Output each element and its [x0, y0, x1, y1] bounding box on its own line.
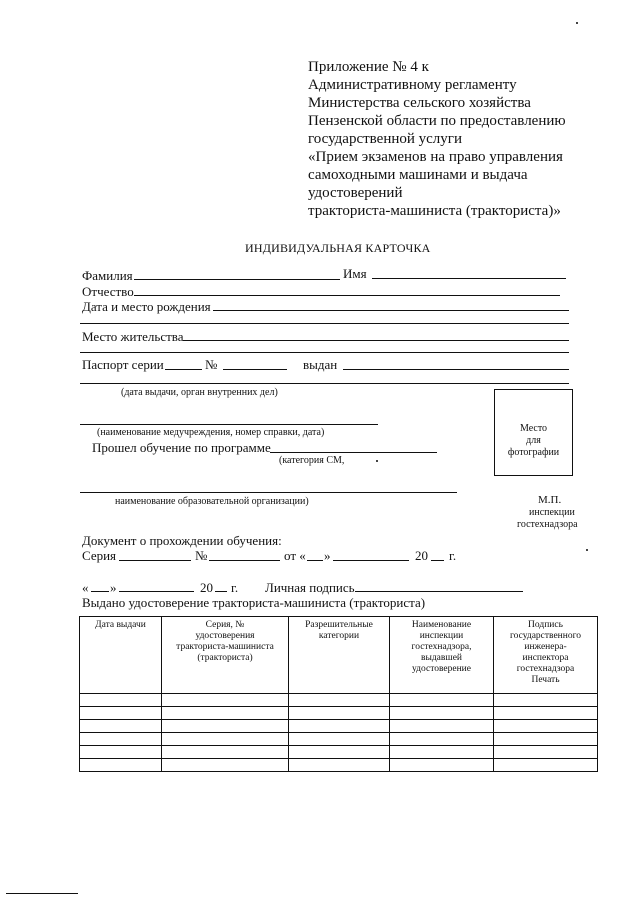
table-row [80, 733, 598, 746]
header-line: «Прием экзаменов на право управления [308, 149, 563, 165]
table-cell[interactable] [162, 733, 289, 746]
document-number-sign: № [195, 548, 208, 563]
table-cell[interactable] [289, 707, 390, 720]
photo-caption-3: фотографии [507, 447, 560, 458]
table-row [80, 707, 598, 720]
table-cell[interactable] [390, 694, 494, 707]
table-cell[interactable] [289, 746, 390, 759]
header-line: самоходными машинами и выдача [308, 167, 528, 183]
table-header-cell: Наименование инспекции гостехнадзора, выдавшей удостоверение [390, 617, 494, 694]
signature-quote-open: « [82, 580, 89, 595]
scan-dot [576, 22, 578, 24]
header-line: удостоверений [308, 185, 403, 201]
signature-year-prefix: 20 [200, 580, 213, 595]
document-series-line[interactable] [119, 560, 191, 561]
document-quote-close: » [324, 548, 331, 563]
table-row [80, 746, 598, 759]
table-cell[interactable] [80, 733, 162, 746]
table-row [80, 720, 598, 733]
table-cell[interactable] [289, 720, 390, 733]
photo-caption-1: Место [519, 423, 548, 434]
table-cell[interactable] [494, 720, 598, 733]
document-number-line[interactable] [209, 560, 280, 561]
table-cell[interactable] [390, 746, 494, 759]
passport-series-line[interactable] [165, 369, 202, 370]
photo-caption-2: для [526, 435, 541, 446]
table-header-cell: Подпись государственного инженера- инспектора гостехнадзора Печать [494, 617, 598, 694]
header-line: государственной услуги [308, 131, 462, 147]
table-cell[interactable] [162, 759, 289, 772]
passport-number-sign: № [205, 357, 218, 372]
footnote-rule [6, 893, 78, 894]
birth-line[interactable] [213, 310, 569, 311]
surname-label: Фамилия [82, 268, 133, 283]
medical-line[interactable] [80, 424, 378, 425]
document-year-prefix: 20 [415, 548, 428, 563]
table-cell[interactable] [390, 707, 494, 720]
document-year-line[interactable] [431, 560, 444, 561]
education-org-caption: наименование образовательной организации) [115, 496, 309, 507]
table-cell[interactable] [289, 759, 390, 772]
signature-quote-close: » [110, 580, 117, 595]
table-header-cell: Разрешительные категории [289, 617, 390, 694]
page-title: ИНДИВИДУАЛЬНАЯ КАРТОЧКА [245, 241, 431, 255]
table-cell[interactable] [162, 694, 289, 707]
scan-dot [586, 549, 588, 551]
stamp-mp: М.П. [538, 494, 562, 506]
passport-issue-caption: (дата выдачи, орган внутренних дел) [121, 387, 278, 398]
table-cell[interactable] [162, 746, 289, 759]
residence-line[interactable] [183, 340, 569, 341]
birth-line-2[interactable] [80, 323, 569, 324]
table-cell[interactable] [494, 746, 598, 759]
name-line[interactable] [372, 278, 566, 279]
table-header-cell: Серия, № удостоверения тракториста-машиниста (тракториста) [162, 617, 289, 694]
signature-day-line[interactable] [91, 591, 109, 592]
medical-caption: (наименование медучреждения, номер справки, дата) [97, 427, 325, 438]
table-cell[interactable] [80, 720, 162, 733]
header-line: Министерства сельского хозяйства [308, 95, 531, 111]
document-from-label: от « [284, 548, 306, 563]
table-cell[interactable] [289, 733, 390, 746]
table-body [80, 694, 598, 772]
table-cell[interactable] [80, 707, 162, 720]
patronymic-label: Отчество [82, 284, 134, 299]
surname-line[interactable] [134, 279, 340, 280]
header-line: тракториста-машиниста (тракториста)» [308, 203, 561, 219]
table-row [80, 759, 598, 772]
table-cell[interactable] [494, 707, 598, 720]
document-series-label: Серия [82, 548, 117, 563]
birth-label: Дата и место рождения [82, 299, 211, 314]
passport-issue-line[interactable] [80, 383, 569, 384]
table-cell[interactable] [494, 759, 598, 772]
residence-label: Место жительства [82, 329, 184, 344]
table-cell[interactable] [162, 707, 289, 720]
residence-line-2[interactable] [80, 352, 569, 353]
name-label: Имя [343, 266, 367, 281]
signature-year-suffix: г. [231, 580, 239, 595]
table-cell[interactable] [80, 759, 162, 772]
training-label: Прошел обучение по программе [92, 440, 271, 455]
education-org-line[interactable] [80, 492, 457, 493]
document-day-line[interactable] [307, 560, 323, 561]
table-row [80, 694, 598, 707]
table-cell[interactable] [494, 733, 598, 746]
patronymic-line[interactable] [134, 295, 560, 296]
passport-series-label: Паспорт серии [82, 357, 164, 372]
issued-heading: Выдано удостоверение тракториста-машиниста (тракториста) [82, 595, 426, 610]
header-line: Пензенской области по предоставлению [308, 113, 566, 129]
personal-signature-label: Личная подпись [265, 580, 355, 595]
table-cell[interactable] [80, 746, 162, 759]
table-cell[interactable] [494, 694, 598, 707]
stamp-gostekhnadzor: гостехнадзора [517, 519, 578, 530]
personal-signature-line[interactable] [355, 591, 523, 592]
table-cell[interactable] [390, 720, 494, 733]
header-line: Приложение № 4 к [308, 59, 429, 75]
passport-number-line[interactable] [223, 369, 287, 370]
scan-dot [376, 460, 378, 462]
table-cell[interactable] [80, 694, 162, 707]
issued-certificates-table [79, 616, 598, 772]
photo-placeholder [494, 389, 573, 476]
signature-year-line[interactable] [215, 591, 227, 592]
document-month-line[interactable] [333, 560, 409, 561]
document-heading: Документ о прохождении обучения: [82, 533, 282, 548]
passport-issued-line[interactable] [343, 369, 569, 370]
table-cell[interactable] [390, 733, 494, 746]
document-year-suffix: г. [449, 548, 457, 563]
table-cell[interactable] [390, 759, 494, 772]
passport-issued-label: выдан [303, 357, 338, 372]
table-cell[interactable] [289, 694, 390, 707]
header-line: Административному регламенту [308, 77, 517, 93]
category-caption: (категория СМ, [279, 455, 345, 466]
table-header-cell: Дата выдачи [80, 617, 162, 694]
signature-month-line[interactable] [119, 591, 194, 592]
table-header-row [80, 617, 598, 694]
training-program-line[interactable] [270, 452, 437, 453]
table-cell[interactable] [162, 720, 289, 733]
stamp-inspection: инспекции [529, 507, 575, 518]
